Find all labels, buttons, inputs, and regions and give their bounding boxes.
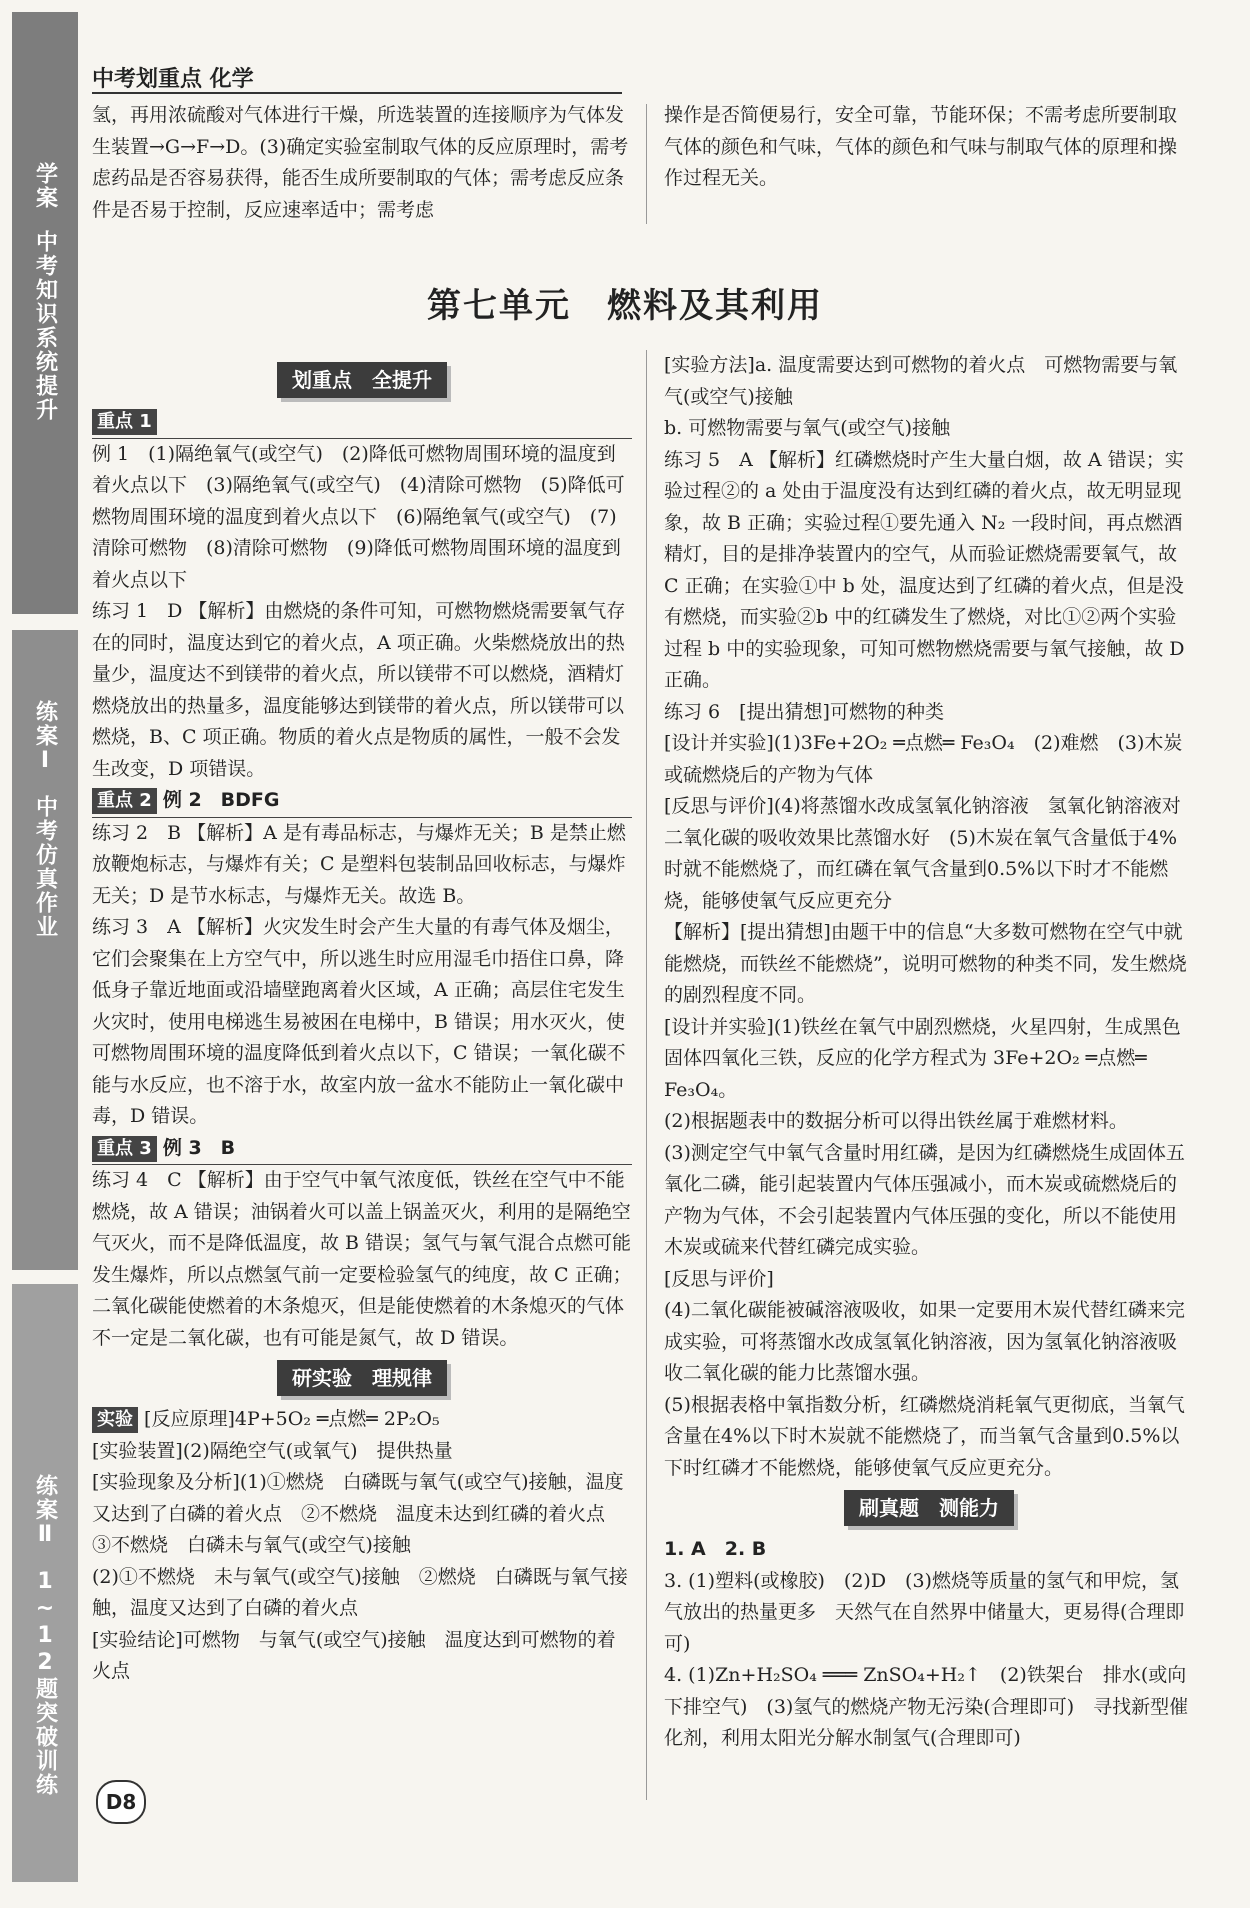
top-left-text [92, 100, 632, 226]
key-point-tag: 重点 1 [92, 409, 157, 435]
section-banner-experiment: 研实验 理规律 [277, 1360, 447, 1396]
sidebar-label: 练案Ⅰ [32, 700, 58, 775]
page-number: D8 [96, 1780, 146, 1824]
left-column [92, 356, 632, 1688]
example-1: 例 1 (1)隔绝氧气(或空气) (2)降低可燃物周围环境的温度到着火点以下 (3)隔绝氧气(或空气) (4)清除可燃物 (5)降低可燃物周围环境的温度到着火点以下 (6)隔绝氧气(或空气) (7)清除可燃物 (8)清除可燃物 (9)降低可燃物周围环境的温度到着火点以下 [92, 442, 625, 591]
sidebar-label: 中考仿真作业 [32, 795, 58, 939]
key-point-2-header [92, 785, 632, 818]
analysis-4: (4)二氧化碳能被碱溶液吸收，如果一定要用木炭代替红磷来完成实验，可将蒸馏水改成氢氧化钠溶液，因为氢氧化钠溶液吸收二氧化碳的能力比蒸馏水强。 [664, 1299, 1185, 1384]
experiment-tag: 实验 [92, 1407, 138, 1433]
exercise-2: 练习 2 B 【解析】A 是有毒品标志，与爆炸无关；B 是禁止燃放鞭炮标志，与爆炸有关；C 是塑料包装制品回收标志，与爆炸无关；D 是节水标志，与爆炸无关。故选 B。 [92, 821, 626, 907]
right-column [664, 350, 1194, 1755]
sidebar-label: 练案Ⅱ [32, 1474, 58, 1549]
sidebar-block-practice-2 [12, 1284, 78, 1882]
experiment-conclusion: [实验结论]可燃物 与氧气(或空气)接触 温度达到可燃物的着火点 [92, 1628, 616, 1682]
column-divider [646, 350, 647, 1800]
sidebar-label: 1~12题突破训练 [32, 1569, 58, 1797]
exercise-6: 练习 6 [提出猜想]可燃物的种类 [664, 700, 944, 723]
exercise-1: 练习 1 D 【解析】由燃烧的条件可知，可燃物燃烧需要氧气存在的同时，温度达到它的着火点，A 项正确。火柴燃烧放出的热量少，温度达不到镁带的着火点，所以镁带不可以燃烧，酒精灯燃烧放出的热量多，温度能够达到镁带的着火点，所以镁带可以燃烧，B、C 项正确。物质的着火点是物质的属性，一般不会发生改变，D 项错误。 [92, 600, 626, 780]
paragraph: 操作是否简便易行，安全可靠，节能环保；不需考虑所要制取气体的颜色和气味，气体的颜色和气味与制取气体的原理和操作过程无关。 [664, 104, 1178, 189]
analysis-2: (2)根据题表中的数据分析可以得出铁丝属于难燃材料。 [664, 1110, 1128, 1132]
example-3: 例 3 B [162, 1136, 236, 1159]
experiment-method: [实验方法]a. 温度需要达到可燃物的着火点 可燃物需要与氧气(或空气)接触 [664, 354, 1178, 408]
analysis-design: [设计并实验](1)铁丝在氧气中剧烈燃烧，火星四射，生成黑色固体四氧化三铁，反应的化学方程式为 3Fe+2O₂ ═点燃═ Fe₃O₄。 [664, 1015, 1181, 1101]
experiment-method-b: b. 可燃物需要与氧气(或空气)接触 [664, 417, 951, 439]
exercise-4: 练习 4 C 【解析】由于空气中氧气浓度低，铁丝在空气中不能燃烧，故 A 错误；油锅着火可以盖上锅盖灭火，利用的是隔绝空气灭火，而不是降低温度，故 B 错误；氢气与氧气混合点燃可能发生爆炸，所以点燃氢气前一定要检验氢气的纯度，故 C 正确；二氧化碳能使燃着的木条熄灭，但是能使燃着的木条熄灭的气体不一定是二氧化碳，也有可能是氮气，故 D 错误。 [92, 1169, 632, 1349]
reflection: [反思与评价](4)将蒸馏水改成氢氧化钠溶液 氢氧化钠溶液对二氧化碳的吸收效果比蒸馏水好 (5)木炭在氧气含量低于4%时就不能燃烧了，而红磷在氧气含量到0.5%以下时才不能燃烧，能够使氧气反应更充分 [664, 795, 1181, 912]
key-point-1-header [92, 406, 632, 439]
sidebar-label: 中考知识系统提升 [32, 230, 58, 422]
column-divider [646, 104, 647, 224]
analysis-3: (3)测定空气中氧气含量时用红磷，是因为红磷燃烧生成固体五氧化二磷，能引起装置内气体压强减小，而木炭或硫燃烧后的产物为气体，不会引起装置内气体压强的变化，所以不能使用木炭或硫来代替红磷完成实验。 [664, 1141, 1185, 1258]
analysis-5: (5)根据表格中氧指数分析，红磷燃烧消耗氧气更彻底，当氧气含量在4%以下时木炭就不能燃烧了，而当氧气含量到0.5%以下时红磷才不能燃烧，能够使氧气反应更充分。 [664, 1393, 1185, 1479]
key-point-tag: 重点 2 [92, 788, 157, 814]
exercise-3: 练习 3 A 【解析】火灾发生时会产生大量的有毒气体及烟尘，它们会聚集在上方空气中，所以逃生时应用湿毛巾捂住口鼻，降低身子靠近地面或沿墙壁跑离着火区域，A 正确；高层住宅发生火灾时，使用电梯逃生易被困在电梯中，B 错误；用水灭火，使可燃物周围环境的温度降低到着火点以下，C 错误；一氧化碳不能与水反应，也不溶于水，故室内放一盆水不能防止一氧化碳中毒，D 错误。 [92, 916, 626, 1127]
design-experiment: [设计并实验](1)3Fe+2O₂ ═点燃═ Fe₃O₄ (2)难燃 (3)木炭或硫燃烧后的产物为气体 [664, 732, 1183, 786]
header-divider [92, 92, 622, 94]
key-point-3-header [92, 1133, 632, 1166]
page-header: 中考划重点 化学 [92, 67, 254, 92]
answer-4: 4. (1)Zn+H₂SO₄ ═══ ZnSO₄+H₂↑ (2)铁架台 排水(或向下排空气) (3)氢气的燃烧产物无污染(合理即可) 寻找新型催化剂，利用太阳光分解水制氢气(合理即可) [664, 1664, 1189, 1749]
reflection-heading: [反思与评价] [664, 1267, 774, 1290]
top-right-text [664, 100, 1194, 195]
sidebar-label: 学案 [32, 162, 58, 210]
example-2: 例 2 BDFG [162, 789, 280, 811]
section-banner-key-points: 划重点 全提升 [277, 362, 447, 398]
experiment-phenomena: [实验现象及分析](1)①燃烧 白磷既与氧气(或空气)接触，温度又达到了白磷的着火点 ②不燃烧 温度未达到红磷的着火点 ③不燃烧 白磷未与氧气(或空气)接触 [92, 1471, 625, 1556]
section-banner-real-exam: 刷真题 测能力 [844, 1490, 1014, 1526]
exercise-5: 练习 5 A 【解析】红磷燃烧时产生大量白烟，故 A 错误；实验过程②的 a 处由于温度没有达到红磷的着火点，故无明显现象，故 B 正确；实验过程①要先通入 N₂ 一段时间，再点燃酒精灯，目的是排净装置内的空气，从而验证燃烧需要氧气，故 C 正确；在实验①中 b 处，温度达到了红磷的着火点，但是没有燃烧，而实验②b 中的红磷发生了燃烧，对比①②两个实验过程 b 中的实验现象，可知可燃物燃烧需要与氧气接触，故 D 正确。 [664, 448, 1185, 691]
sidebar-block-practice-1 [12, 630, 78, 1270]
key-point-tag: 重点 3 [92, 1136, 157, 1162]
unit-title: 第七单元 燃料及其利用 [427, 286, 823, 326]
answer-3: 3. (1)塑料(或橡胶) (2)D (3)燃烧等质量的氢气和甲烷，氢气放出的热量更多 天然气在自然界中储量大，更易得(合理即可) [664, 1569, 1185, 1655]
reaction-principle: [反应原理]4P+5O₂ ═点燃═ 2P₂O₅ [144, 1408, 440, 1430]
answers-1-2: 1. A 2. B [664, 1538, 767, 1560]
paragraph: 氢，再用浓硫酸对气体进行干燥，所选装置的连接顺序为气体发生装置→G→F→D。(3)确定实验室制取气体的反应原理时，需考虑药品是否容易获得，能否生成所要制取的气体；需考虑反应条件是否易于控制，反应速率适中；需考虑 [92, 104, 629, 221]
analysis-hypothesis: 【解析】[提出猜想]由题干中的信息“大多数可燃物在空气中就能燃烧，而铁丝不能燃烧”，说明可燃物的种类不同，发生燃烧的剧烈程度不同。 [664, 921, 1187, 1006]
experiment-setup: [实验装置](2)隔绝空气(或氧气) 提供热量 [92, 1439, 453, 1462]
experiment-phenomena-2: (2)①不燃烧 未与氧气(或空气)接触 ②燃烧 白磷既与氧气接触，温度又达到了白磷的着火点 [92, 1565, 628, 1619]
